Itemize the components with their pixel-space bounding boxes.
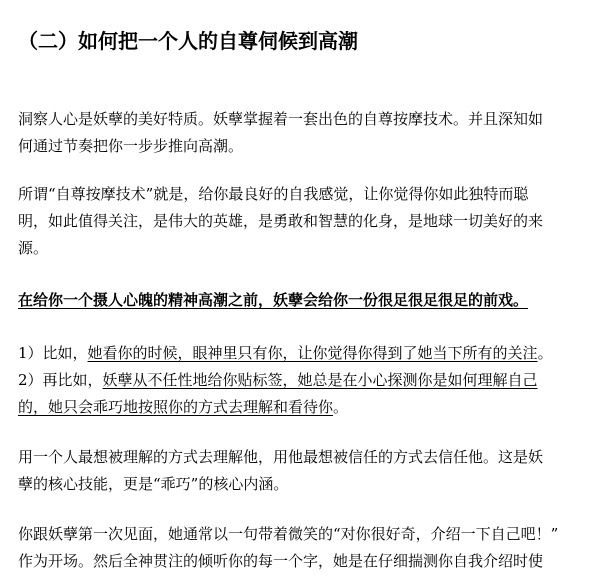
paragraph-line: 何通过节奏把你一步步推向高潮。 [18,137,244,155]
paragraph-emphasis [18,287,573,314]
paragraph-line: 用一个人最想被理解的方式去理解他，用他最想被信任的方式去信任他。这是妖 [18,448,544,466]
paragraph-line: 你跟妖孽第一次见面，她通常以一句带着微笑的“对你很好奇，介绍一下自己吧！” [18,525,559,543]
paragraph-definition [18,181,573,262]
example-2-underlined: 妖孽从不任性地给你贴标签，她总是在小心探测你是如何理解自己 [102,371,538,389]
paragraph-line: 洞察人心是妖孽的美好特质。妖孽掌握着一套出色的自尊按摩技术。并且深知如 [18,110,544,128]
example-1-suffix: 。 [537,344,553,362]
example-line-3 [18,394,573,421]
paragraph-line: 孽的核心技能，更是“乖巧”的核心内涵。 [18,475,289,493]
paragraph-intro [18,106,573,160]
paragraph-line: 所谓“自尊按摩技术”就是，给你最良好的自我感觉，让你觉得你如此独特而聪 [18,185,529,203]
example-2-suffix: 。 [333,398,349,416]
paragraph-examples [18,340,573,421]
paragraph-line: 明，如此值得关注，是伟大的英雄，是勇敢和智慧的化身，是地球一切美好的来 [18,212,544,230]
paragraph-line: 源。 [18,239,49,257]
paragraph-line: 作为开场。然后全神贯注的倾听你的每一个字，她是在仔细揣测你自我介绍时使 [18,552,544,570]
example-line-2 [18,367,573,394]
emphasis-line: 在给你一个摄人心魄的精神高潮之前，妖孽会给你一份很足很足很足的前戏。 [18,291,529,309]
example-1-prefix: 1）比如， [18,344,88,362]
example-1-underlined: 她看你的时候，眼神里只有你，让你觉得你得到了她当下所有的关注 [87,344,538,362]
example-2-prefix: 2）再比如， [18,371,103,389]
paragraph-core-skill [18,444,573,498]
section-heading: （二）如何把一个人的自尊伺候到高潮 [18,29,358,53]
example-line-1 [18,340,573,367]
paragraph-first-meeting [18,521,573,575]
example-2-underlined-cont: 的，她只会乖巧地按照你的方式去理解和看待你 [18,398,334,416]
